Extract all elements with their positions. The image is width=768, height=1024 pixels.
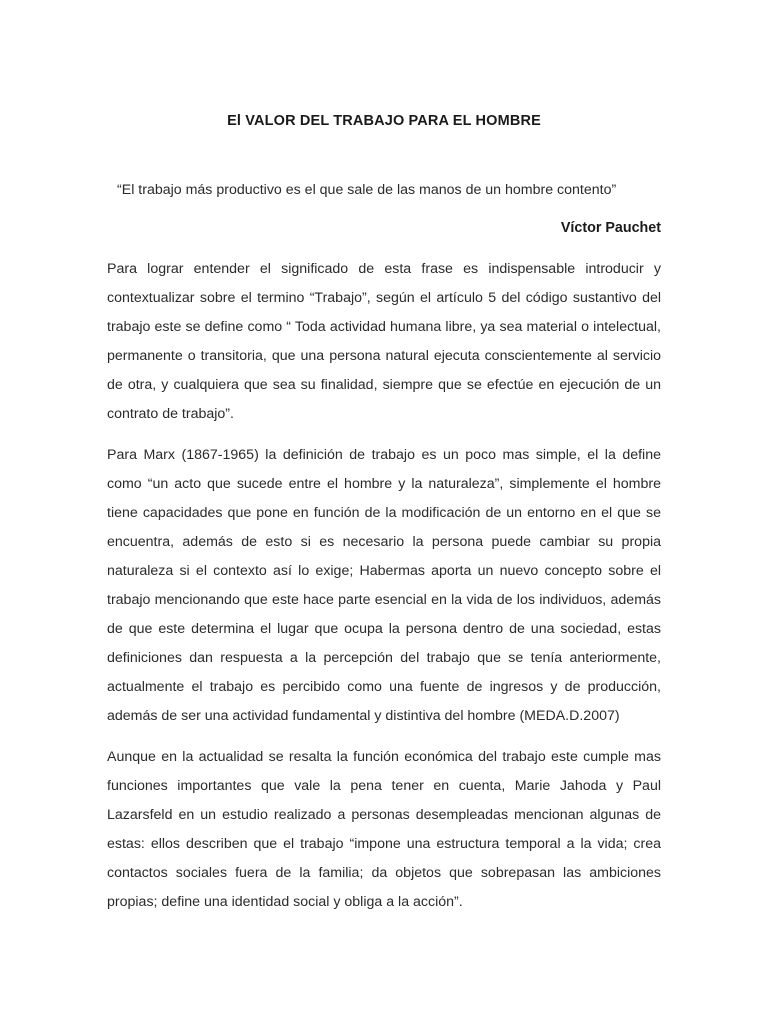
document-content: [107, 0, 661, 917]
page-title: El VALOR DEL TRABAJO PARA EL HOMBRE: [227, 113, 541, 129]
body-paragraph-1: Para lograr entender el significado de esta frase es indispensable introducir y contextualizar sobre el termino “Trabajo”, según el artículo 5 del código sustantivo del trabajo este se define como “ Toda actividad humana libre, ya sea material o intelectual, permanente o transitoria, que una persona natural ejecuta conscientemente al servicio de otra, y cualquiera que sea su finalidad, siempre que se efectúe en ejecución de un contrato de trabajo”.: [107, 261, 661, 422]
quote-attribution: Víctor Pauchet: [560, 220, 661, 236]
body-paragraph-2: Para Marx (1867-1965) la definición de trabajo es un poco mas simple, el la define como “un acto que sucede entre el hombre y la naturaleza”, simplemente el hombre tiene capacidades que pone en función de la modificación de un entorno en el que se encuentra, además de esto si es necesario la persona puede cambiar su propia naturaleza si el contexto así lo exige; Habermas aporta un nuevo concepto sobre el trabajo mencionando que este hace parte esencial en la vida de los individuos, además de que este determina el lugar que ocupa la persona dentro de una sociedad, estas definiciones dan respuesta a la percepción del trabajo que se tenía anteriormente, actualmente el trabajo es percibido como una fuente de ingresos y de producción, además de ser una actividad fundamental y distintiva del hombre (MEDA.D.2007): [107, 447, 661, 724]
epigraph-quote: “El trabajo más productivo es el que sale de las manos de un hombre contento”: [117, 182, 617, 198]
body-paragraph-3: Aunque en la actualidad se resalta la función económica del trabajo este cumple mas funciones importantes que vale la pena tener en cuenta, Marie Jahoda y Paul Lazarsfeld en un estudio realizado a personas desempleadas mencionan algunas de estas: ellos describen que el trabajo “impone una estructura temporal a la vida; crea contactos sociales fuera de la familia; da objetos que sobrepasan las ambiciones propias; define una identidad social y obliga a la acción”.: [107, 749, 661, 910]
